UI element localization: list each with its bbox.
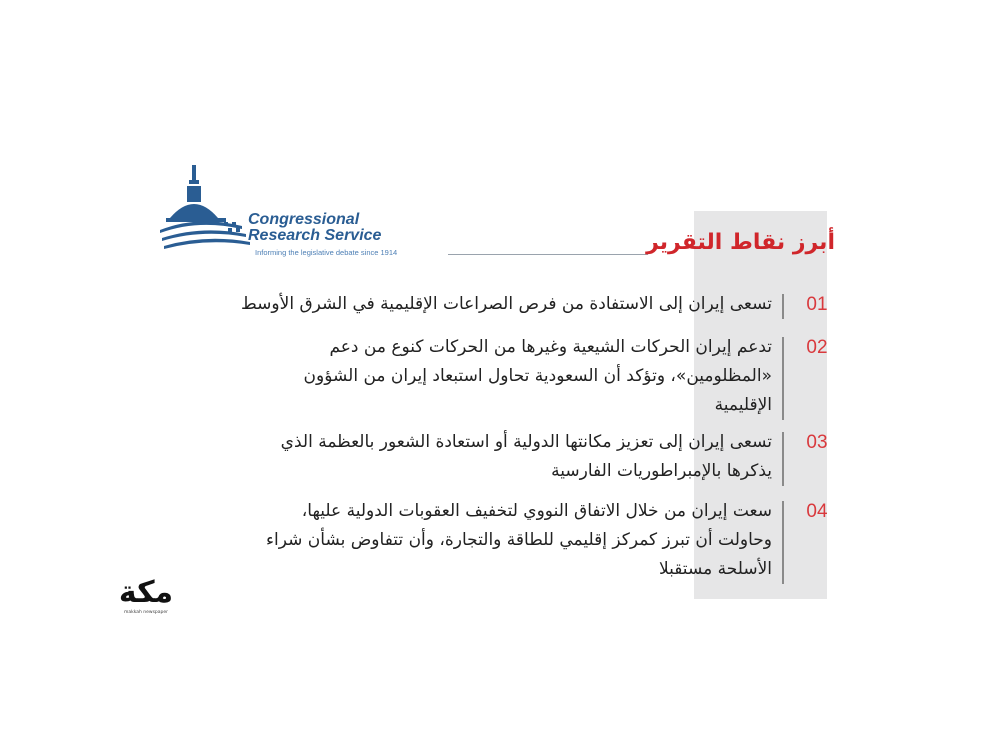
crs-tagline: Informing the legislative debate since 1914 [255,248,398,257]
point-text [281,428,772,486]
point-item-03 [281,428,840,486]
crs-name-line2: Research Service [248,227,382,244]
point-text [266,497,772,584]
crs-name-line1: Congressional [248,211,360,228]
point-number: 03 [806,432,828,453]
title-divider [448,254,648,255]
point-line: «المظلومين»، وتؤكد أن السعودية تحاول استبعاد إيران من الشؤون [303,366,772,386]
point-number: 01 [806,294,828,315]
point-divider [782,337,784,420]
point-number: 02 [806,337,828,358]
point-number: 04 [806,501,828,522]
point-line: سعت إيران من خلال الاتفاق النووي لتخفيف العقوبات الدولية عليها، [301,501,772,521]
point-divider [782,501,784,584]
makkah-logo-subtitle: makkah newspaper [123,610,169,615]
point-item-01 [241,290,840,319]
point-item-04 [266,497,840,584]
point-line: تدعم إيران الحركات الشيعية وغيرها من الحركات كنوع من دعم [329,337,772,357]
point-divider [782,432,784,486]
crs-logo-text [248,212,381,244]
report-title: أبرز نقاط التقرير [646,230,835,255]
point-line: تسعى إيران إلى تعزيز مكانتها الدولية أو استعادة الشعور بالعظمة الذي [280,432,772,452]
point-line: تسعى إيران إلى الاستفادة من فرص الصراعات الإقليمية في الشرق الأوسط [241,294,772,314]
point-line: يذكرها بالإمبراطوريات الفارسية [551,461,772,481]
point-line: الإقليمية [714,395,772,415]
point-text [304,333,772,420]
point-item-02 [304,333,840,420]
point-line: الأسلحة مستقبلا [658,559,772,579]
makkah-logo [104,575,188,623]
point-divider [782,294,784,319]
point-line: وحاولت أن تبرز كمركز إقليمي للطاقة والتجارة، وأن تتفاوض بشأن شراء [266,530,772,550]
makkah-logo-mark: مكة [118,575,174,610]
point-text [241,290,772,319]
